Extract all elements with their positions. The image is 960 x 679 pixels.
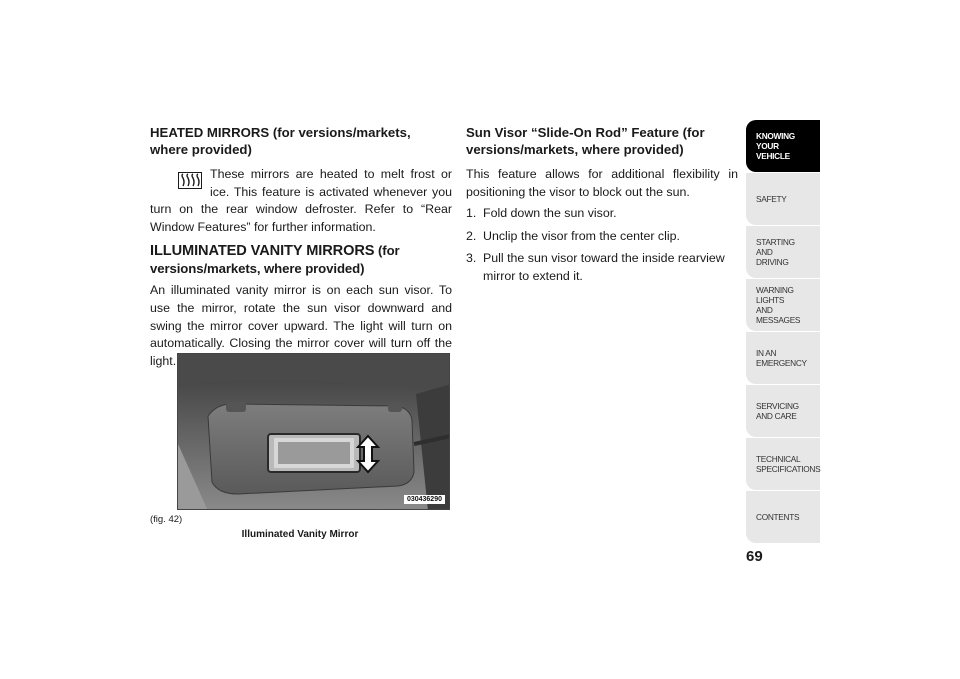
sun-visor-intro: This feature allows for additional flexibility in positioning the visor to block out the sun. [466,167,738,199]
sun-visor-heading: Sun Visor “Slide-On Rod” Feature (for versions/markets, where provided) [466,125,705,157]
vanity-text-body: An illuminated vanity mirror is on each sun visor. To use the mirror, rotate the sun visor downward and swing the mirror cover upward. The light will turn on automatically. Closing the mirror cover will turn off the light. [150,283,452,368]
tab-contents[interactable]: CONTENTS [746,491,820,543]
tab-safety[interactable]: SAFETY [746,173,820,225]
tab-technical-specifications[interactable]: TECHNICAL SPECIFICATIONS [746,438,820,490]
figure-title: Illuminated Vanity Mirror [241,529,359,540]
tab-warning-lights[interactable]: WARNING LIGHTS AND MESSAGES [746,279,820,331]
vanity-mirrors-heading [150,242,452,278]
list-item [466,250,738,285]
tab-in-an-emergency[interactable]: IN AN EMERGENCY [746,332,820,384]
list-item [466,205,738,223]
step-text: Fold down the sun visor. [483,206,617,221]
tab-servicing-and-care[interactable]: SERVICING AND CARE [746,385,820,437]
list-item [466,228,738,246]
sun-visor-steps [466,205,738,285]
page-number: 69 [746,548,763,565]
tab-starting-and-driving[interactable]: STARTING AND DRIVING [746,226,820,278]
vanity-mirror-photo [177,353,450,510]
up-down-arrow-icon [356,434,380,474]
tab-knowing-your-vehicle[interactable]: KNOWING YOUR VEHICLE [746,120,820,172]
step-number: 1. [466,206,477,221]
figure-code: 030436290 [404,495,445,504]
right-column [466,124,738,291]
left-column [150,124,452,371]
heated-mirrors-text: These mirrors are heated to melt frost or ice. This feature is activated whenever you turn on the rear window defroster. Refer to “Rear Window Features” for further information. [150,167,452,234]
step-text: Unclip the visor from the center clip. [483,228,680,243]
figure-caption: (fig. 42) [150,514,183,525]
vanity-heading-caps: ILLUMINATED VANITY MIRRORS [150,243,375,260]
heated-mirrors-heading: HEATED MIRRORS (for versions/markets, where provided) [150,125,411,157]
heated-mirrors-paragraph [150,166,452,236]
step-number: 3. [466,251,477,266]
step-number: 2. [466,228,477,243]
step-text: Pull the sun visor toward the inside rearview mirror to extend it. [483,251,725,283]
chapter-tabs [746,120,820,544]
vanity-heading-rest: (for versions/markets, where provided) [150,243,400,277]
rear-defroster-icon [178,172,202,189]
